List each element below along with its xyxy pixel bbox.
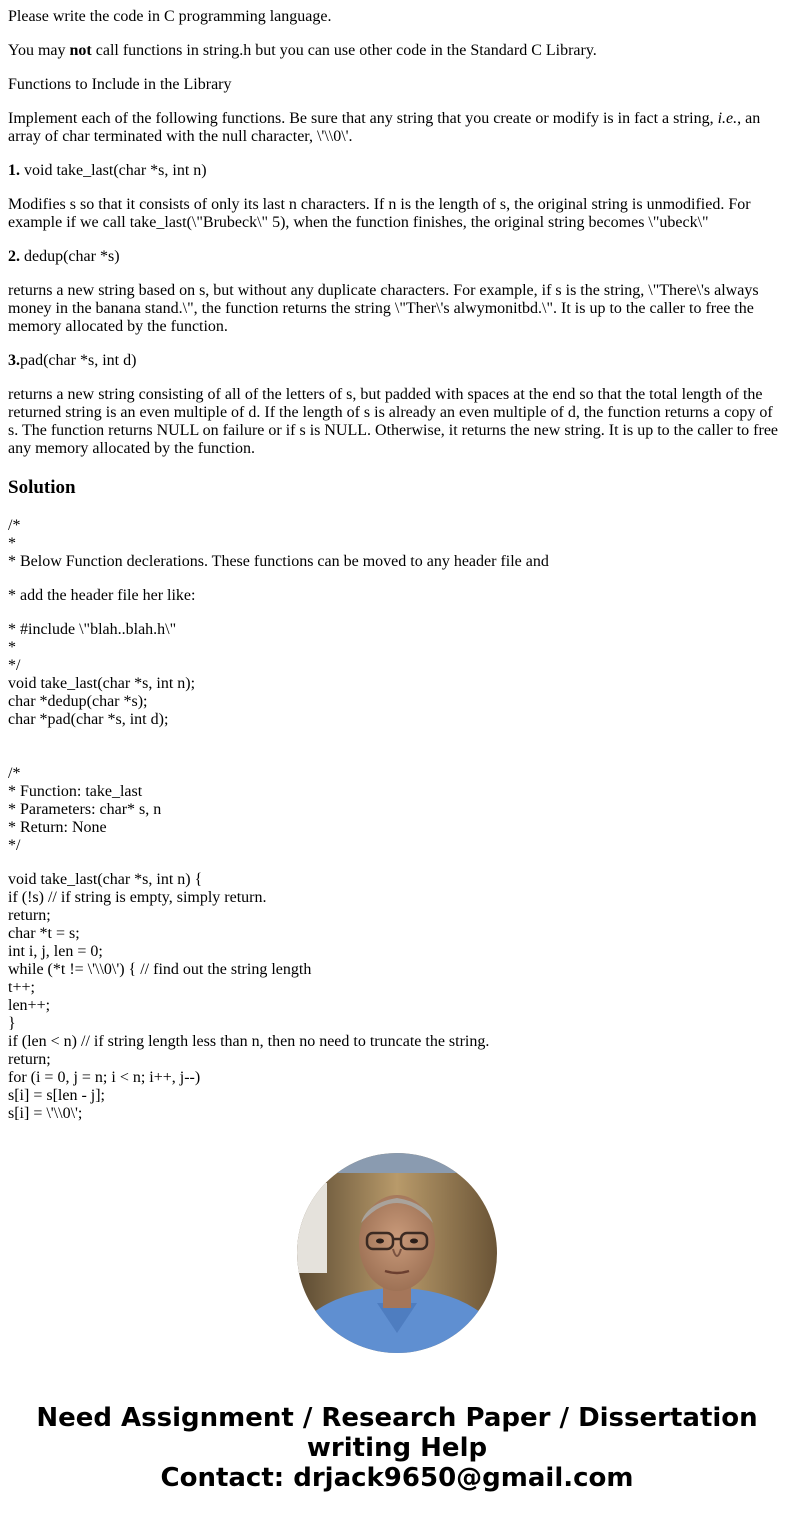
code-block bbox=[8, 765, 786, 855]
code-line: len++; bbox=[8, 997, 51, 1014]
code-line: s[i] = s[len - j]; bbox=[8, 1087, 105, 1104]
code-line: return; bbox=[8, 907, 51, 924]
code-line: */ bbox=[8, 657, 21, 674]
item-signature: dedup(char *s) bbox=[20, 248, 120, 265]
code-line: * bbox=[8, 639, 16, 656]
code-line: char *pad(char *s, int d); bbox=[8, 711, 169, 728]
code-line: void take_last(char *s, int n) { bbox=[8, 871, 203, 888]
code-line: * Parameters: char* s, n bbox=[8, 801, 162, 818]
item-2-description: returns a new string based on s, but without any duplicate characters. For example, if s is the string, \"There\'s always money in the banana stand.\", the function returns the string \"Ther\'s alwymonitbd.\". It is up to the caller to free the memory allocated by the function. bbox=[8, 282, 759, 335]
code-line: t++; bbox=[8, 979, 35, 996]
code-line: int i, j, len = 0; bbox=[8, 943, 103, 960]
code-line: /* bbox=[8, 517, 21, 534]
code-line: * Return: None bbox=[8, 819, 107, 836]
contact-banner bbox=[0, 1403, 794, 1493]
item-number: 1. bbox=[8, 162, 20, 179]
code-line: char *dedup(char *s); bbox=[8, 693, 148, 710]
code-line: /* bbox=[8, 765, 21, 782]
solution-heading: Solution bbox=[8, 477, 76, 498]
section-title: Functions to Include in the Library bbox=[8, 76, 232, 93]
item-number: 3. bbox=[8, 352, 20, 369]
code-line: * bbox=[8, 535, 16, 552]
item-3-signature bbox=[8, 352, 786, 370]
code-line: char *t = s; bbox=[8, 925, 80, 942]
author-photo bbox=[297, 1153, 497, 1353]
author-portrait-image bbox=[297, 1153, 497, 1353]
intro-text: Please write the code in C programming language. bbox=[8, 8, 332, 25]
banner-line-3: Contact: drjack9650@gmail.com bbox=[160, 1463, 634, 1493]
banner-line-2: writing Help bbox=[306, 1433, 488, 1463]
item-1-description: Modifies s so that it consists of only its last n characters. If n is the length of s, the original string is unmodified. For example if we call take_last(\"Brubeck\" 5), when the function finishes, the original string becomes \"ubeck\" bbox=[8, 196, 751, 231]
instructions-prefix: Implement each of the following functions. Be sure that any string that you create or modify is in fact a string, bbox=[8, 110, 718, 127]
code-line: if (len < n) // if string length less than n, then no need to truncate the string. bbox=[8, 1033, 490, 1050]
code-line: * Below Function declerations. These functions can be moved to any header file and bbox=[8, 553, 549, 570]
item-1-signature bbox=[8, 162, 786, 180]
code-line: for (i = 0, j = n; i < n; i++, j--) bbox=[8, 1069, 201, 1086]
rule-prefix: You may bbox=[8, 42, 70, 59]
instructions-suffix: , an array of char terminated with the null character, \'\\0\'. bbox=[8, 110, 761, 145]
code-block bbox=[8, 517, 786, 571]
item-signature: pad(char *s, int d) bbox=[20, 352, 137, 369]
instructions-italic: i.e. bbox=[717, 110, 738, 127]
code-line: } bbox=[8, 1015, 16, 1032]
code-line: * Function: take_last bbox=[8, 783, 143, 800]
code-line: * add the header file her like: bbox=[8, 587, 196, 604]
banner-line-1: Need Assignment / Research Paper / Dissertation bbox=[36, 1403, 758, 1433]
item-signature: void take_last(char *s, int n) bbox=[20, 162, 207, 179]
rule-bold: not bbox=[69, 42, 92, 59]
code-block bbox=[8, 587, 786, 605]
item-2-signature bbox=[8, 248, 786, 266]
item-3-description: returns a new string consisting of all of the letters of s, but padded with spaces at the end so that the total length of the returned string is an even multiple of d. If the length of s is already an even multiple of d, the function returns a copy of s. The function returns NULL on failure or if s is NULL. Otherwise, it returns the new string. It is up to the caller to free any memory allocated by the function. bbox=[8, 386, 779, 457]
item-number: 2. bbox=[8, 248, 20, 265]
rule-text bbox=[8, 42, 786, 60]
instructions-text bbox=[8, 110, 786, 146]
code-block bbox=[8, 871, 786, 1123]
code-block bbox=[8, 621, 786, 729]
code-line: while (*t != \'\\0\') { // find out the string length bbox=[8, 961, 312, 978]
code-line: return; bbox=[8, 1051, 51, 1068]
code-line: * #include \"blah..blah.h\" bbox=[8, 621, 177, 638]
code-line: if (!s) // if string is empty, simply return. bbox=[8, 889, 267, 906]
rule-suffix: call functions in string.h but you can use other code in the Standard C Library. bbox=[91, 42, 597, 59]
document-body bbox=[8, 8, 786, 1123]
code-line: */ bbox=[8, 837, 21, 854]
code-line: s[i] = \'\\0\'; bbox=[8, 1105, 83, 1122]
code-line: void take_last(char *s, int n); bbox=[8, 675, 196, 692]
